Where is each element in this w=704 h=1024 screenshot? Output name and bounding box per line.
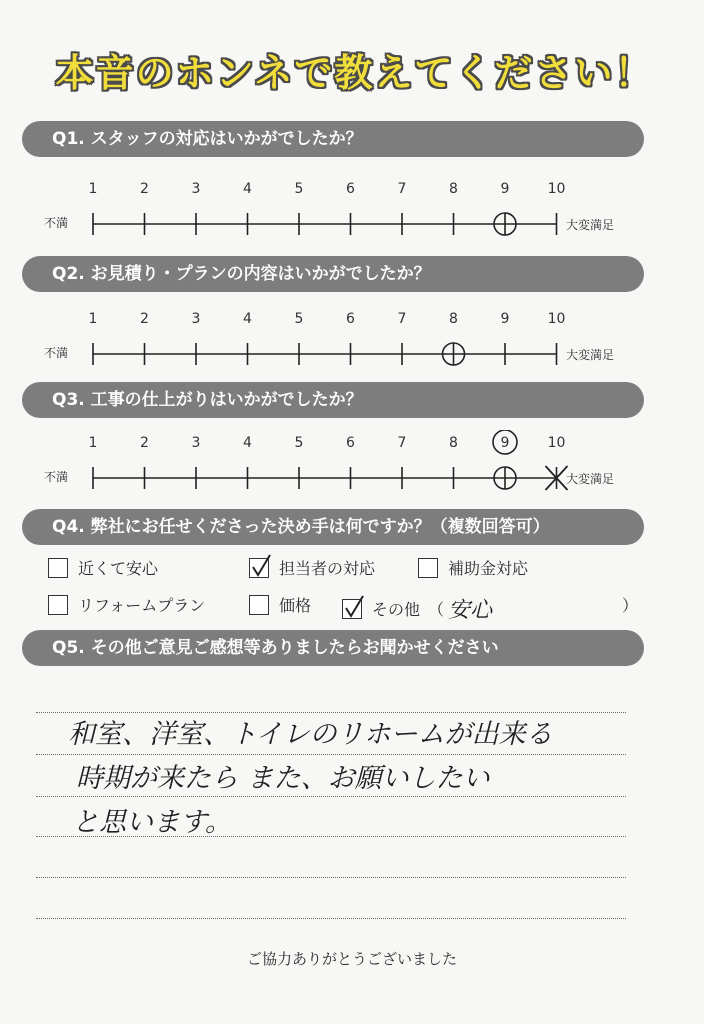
scale-tick-label: 9 (500, 311, 510, 327)
option-near-reassuring[interactable] (48, 556, 158, 579)
option-label: その他 (372, 600, 421, 619)
option-price[interactable] (249, 593, 311, 616)
scale-max-label: 大変満足 (566, 218, 615, 232)
option-label: 価格 (279, 596, 312, 615)
scale-tick-label: 6 (346, 311, 355, 327)
option-subsidy-support[interactable] (418, 556, 528, 579)
scale-tick-label: 4 (243, 181, 252, 197)
scale-max-label: 大変満足 (566, 472, 615, 486)
scale-tick-label: 3 (191, 181, 201, 197)
scale-tick-label: 7 (397, 435, 407, 451)
scale-tick-label: 2 (140, 311, 149, 327)
option-other[interactable] (342, 593, 492, 624)
question-2-header: Q2. お見積り・プランの内容はいかがでしたか？ (22, 256, 644, 292)
question-1-scale (0, 176, 704, 256)
ruled-line (36, 877, 626, 878)
option-staff-response[interactable] (249, 556, 375, 579)
scale-tick-label: 7 (397, 311, 407, 327)
checkmark-icon (342, 594, 366, 620)
checkbox[interactable] (249, 558, 269, 578)
checkbox[interactable] (342, 599, 362, 619)
scale-tick-label: 3 (191, 435, 201, 451)
ruled-line (36, 796, 626, 797)
question-4-header: Q4. 弊社にお任せくださった決め手は何ですか？（複数回答可） (22, 509, 644, 545)
comment-line-3[interactable]: と思います。 (72, 807, 232, 838)
scale-tick-label: 1 (88, 311, 98, 327)
checkbox[interactable] (418, 558, 438, 578)
scale-tick-label: 3 (191, 311, 201, 327)
other-close-paren: ） (622, 596, 639, 615)
comment-line-1[interactable]: 和室、洋室、トイレのリホームが出来る (68, 719, 553, 750)
question-3-scale (0, 430, 704, 510)
scale-tick-label: 8 (449, 435, 458, 451)
scale-tick-label: 7 (397, 181, 407, 197)
scale-max-label: 大変満足 (566, 348, 615, 362)
other-handwritten-value[interactable]: 安心 (448, 598, 493, 623)
scale-tick-label: 2 (140, 435, 149, 451)
page-title: 本音のホンネで教えてください！ (55, 51, 655, 95)
checkmark-icon (249, 553, 273, 579)
ruled-line (36, 754, 626, 755)
question-5-header: Q5. その他ご意見ご感想等ありましたらお聞かせください (22, 630, 644, 666)
comment-line-2[interactable]: 時期が来たら また、お願いしたい (76, 763, 490, 794)
option-label: 担当者の対応 (279, 559, 376, 578)
scale-tick-label: 5 (294, 435, 304, 451)
scale-tick-label: 5 (294, 181, 304, 197)
other-open-paren: （ (428, 600, 445, 619)
scale-tick-label: 4 (243, 311, 252, 327)
option-label: リフォームプラン (78, 596, 206, 615)
scale-tick-label: 5 (294, 311, 304, 327)
footer-thanks: ご協力ありがとうございました (246, 950, 457, 968)
scale-min-label: 不満 (44, 470, 69, 484)
question-3-header: Q3. 工事の仕上がりはいかがでしたか？ (22, 382, 644, 418)
scale-tick-label: 9 (500, 181, 510, 197)
checkbox[interactable] (48, 558, 68, 578)
scale-tick-label: 6 (346, 181, 355, 197)
ruled-line (36, 918, 626, 919)
question-1-header: Q1. スタッフの対応はいかがでしたか？ (22, 121, 644, 157)
scale-tick-label: 10 (547, 311, 566, 327)
option-label: 補助金対応 (448, 559, 529, 578)
scale-tick-label: 6 (346, 435, 355, 451)
scale-tick-label: 9 (500, 435, 510, 451)
scale-tick-label: 1 (88, 435, 98, 451)
scale-tick-label: 8 (449, 181, 458, 197)
scale-tick-label: 2 (140, 181, 149, 197)
scale-tick-label: 4 (243, 435, 252, 451)
scale-tick-label: 1 (88, 181, 98, 197)
checkbox[interactable] (48, 595, 68, 615)
checkbox[interactable] (249, 595, 269, 615)
question-2-scale (0, 306, 704, 386)
scale-min-label: 不満 (44, 216, 69, 230)
scale-min-label: 不満 (44, 346, 69, 360)
scale-tick-label: 10 (547, 435, 566, 451)
option-label: 近くて安心 (78, 559, 159, 578)
option-reform-plan[interactable] (48, 593, 205, 616)
scale-tick-label: 10 (547, 181, 566, 197)
scale-tick-label: 8 (449, 311, 458, 327)
